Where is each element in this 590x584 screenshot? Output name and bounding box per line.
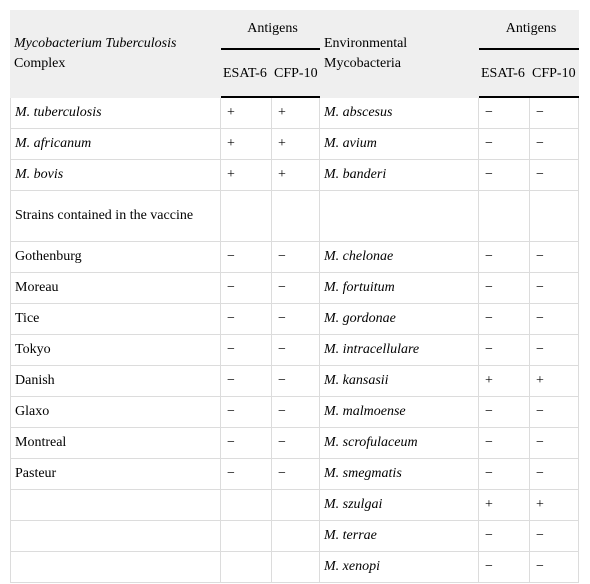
table-row <box>10 98 579 129</box>
cell-esat6-left: − <box>221 242 272 273</box>
cell-complex-strain: Tokyo <box>10 335 221 366</box>
cell-cfp10-right: − <box>530 98 579 129</box>
cell-cfp10-left <box>272 191 320 242</box>
cell-environmental-species: M. smegmatis <box>320 459 479 490</box>
cell-cfp10-left: − <box>272 366 320 397</box>
cell-esat6-left: + <box>221 129 272 160</box>
cell-complex-strain: M. africanum <box>10 129 221 160</box>
cell-environmental-species: M. fortuitum <box>320 273 479 304</box>
cell-esat6-right: − <box>479 459 530 490</box>
cell-esat6-right: − <box>479 428 530 459</box>
cell-esat6-left: − <box>221 459 272 490</box>
header-mtb-complex <box>10 10 221 98</box>
cell-cfp10-right: − <box>530 304 579 335</box>
cell-esat6-left <box>221 521 272 552</box>
cell-complex-strain: Glaxo <box>10 397 221 428</box>
cell-cfp10-left: − <box>272 304 320 335</box>
header-row-1 <box>10 10 579 50</box>
cell-cfp10-right: − <box>530 160 579 191</box>
cell-esat6-left: − <box>221 304 272 335</box>
header-esat6-right: ESAT-6 <box>479 50 530 98</box>
cell-cfp10-left: − <box>272 273 320 304</box>
cell-cfp10-left: + <box>272 98 320 129</box>
cell-cfp10-left <box>272 521 320 552</box>
cell-esat6-right: − <box>479 521 530 552</box>
cell-esat6-left: − <box>221 366 272 397</box>
cell-cfp10-right: − <box>530 397 579 428</box>
cell-esat6-right: − <box>479 273 530 304</box>
cell-complex-strain: M. tuberculosis <box>10 98 221 129</box>
cell-esat6-right: − <box>479 335 530 366</box>
cell-cfp10-right: − <box>530 459 579 490</box>
cell-esat6-right: − <box>479 160 530 191</box>
cell-complex-strain: Gothenburg <box>10 242 221 273</box>
cell-esat6-right: − <box>479 98 530 129</box>
table-row <box>10 552 579 583</box>
cell-complex-strain: M. bovis <box>10 160 221 191</box>
cell-cfp10-left <box>272 552 320 583</box>
cell-cfp10-left <box>272 490 320 521</box>
cell-esat6-left: − <box>221 273 272 304</box>
header-cfp10-right: CFP-10 <box>530 50 579 98</box>
cell-cfp10-right: − <box>530 428 579 459</box>
table-row <box>10 129 579 160</box>
cell-cfp10-right: − <box>530 335 579 366</box>
cell-complex-strain <box>10 552 221 583</box>
cell-esat6-left: + <box>221 98 272 129</box>
table-row <box>10 490 579 521</box>
cell-environmental-species: M. xenopi <box>320 552 479 583</box>
cell-esat6-left <box>221 552 272 583</box>
header-environmental: Environmental Mycobacteria <box>320 10 479 98</box>
cell-esat6-right: − <box>479 397 530 428</box>
cell-esat6-left: − <box>221 397 272 428</box>
cell-cfp10-left: − <box>272 428 320 459</box>
table-row <box>10 191 579 242</box>
header-antigens-right: Antigens <box>479 10 579 50</box>
cell-complex-strain: Danish <box>10 366 221 397</box>
header-cfp10-left: CFP-10 <box>272 50 320 98</box>
cell-esat6-right: − <box>479 552 530 583</box>
cell-esat6-left <box>221 191 272 242</box>
cell-environmental-species: M. scrofulaceum <box>320 428 479 459</box>
cell-environmental-species: M. kansasii <box>320 366 479 397</box>
table-row <box>10 242 579 273</box>
cell-cfp10-right: − <box>530 273 579 304</box>
cell-environmental-species: M. szulgai <box>320 490 479 521</box>
cell-cfp10-right: − <box>530 552 579 583</box>
cell-esat6-left: − <box>221 335 272 366</box>
cell-complex-strain: Moreau <box>10 273 221 304</box>
cell-cfp10-right: + <box>530 490 579 521</box>
cell-esat6-right: + <box>479 366 530 397</box>
cell-environmental-species: M. abscesus <box>320 98 479 129</box>
cell-cfp10-right <box>530 191 579 242</box>
table-body <box>10 98 579 583</box>
cell-environmental-species: M. malmoense <box>320 397 479 428</box>
cell-complex-strain: Tice <box>10 304 221 335</box>
antigen-table <box>10 10 579 583</box>
header-mtb-italic: Mycobacterium Tuberculosis <box>14 36 177 51</box>
cell-environmental-species: M. gordonae <box>320 304 479 335</box>
table-row <box>10 397 579 428</box>
cell-complex-strain <box>10 490 221 521</box>
cell-esat6-right: − <box>479 304 530 335</box>
cell-environmental-species: M. terrae <box>320 521 479 552</box>
cell-esat6-right: − <box>479 242 530 273</box>
cell-cfp10-right: − <box>530 242 579 273</box>
cell-cfp10-left: + <box>272 129 320 160</box>
cell-esat6-right: − <box>479 129 530 160</box>
table-row <box>10 335 579 366</box>
cell-cfp10-left: − <box>272 335 320 366</box>
cell-environmental-species: M. banderi <box>320 160 479 191</box>
cell-cfp10-right: − <box>530 129 579 160</box>
cell-cfp10-left: − <box>272 397 320 428</box>
cell-complex-strain: Strains contained in the vaccine <box>10 191 221 242</box>
cell-esat6-left: − <box>221 428 272 459</box>
table-row <box>10 459 579 490</box>
header-complex-word: Complex <box>14 56 66 71</box>
cell-environmental-species: M. chelonae <box>320 242 479 273</box>
cell-cfp10-left: + <box>272 160 320 191</box>
table-row <box>10 366 579 397</box>
cell-esat6-right: + <box>479 490 530 521</box>
cell-cfp10-left: − <box>272 459 320 490</box>
cell-esat6-left <box>221 490 272 521</box>
cell-cfp10-right: + <box>530 366 579 397</box>
table-row <box>10 304 579 335</box>
cell-esat6-right <box>479 191 530 242</box>
cell-complex-strain: Montreal <box>10 428 221 459</box>
cell-environmental-species: M. intracellulare <box>320 335 479 366</box>
cell-environmental-species <box>320 191 479 242</box>
cell-cfp10-right: − <box>530 521 579 552</box>
cell-complex-strain <box>10 521 221 552</box>
table-row <box>10 273 579 304</box>
cell-environmental-species: M. avium <box>320 129 479 160</box>
cell-complex-strain: Pasteur <box>10 459 221 490</box>
header-antigens-left: Antigens <box>221 10 320 50</box>
table-row <box>10 521 579 552</box>
table-row <box>10 160 579 191</box>
cell-esat6-left: + <box>221 160 272 191</box>
cell-cfp10-left: − <box>272 242 320 273</box>
header-esat6-left: ESAT-6 <box>221 50 272 98</box>
table-row <box>10 428 579 459</box>
